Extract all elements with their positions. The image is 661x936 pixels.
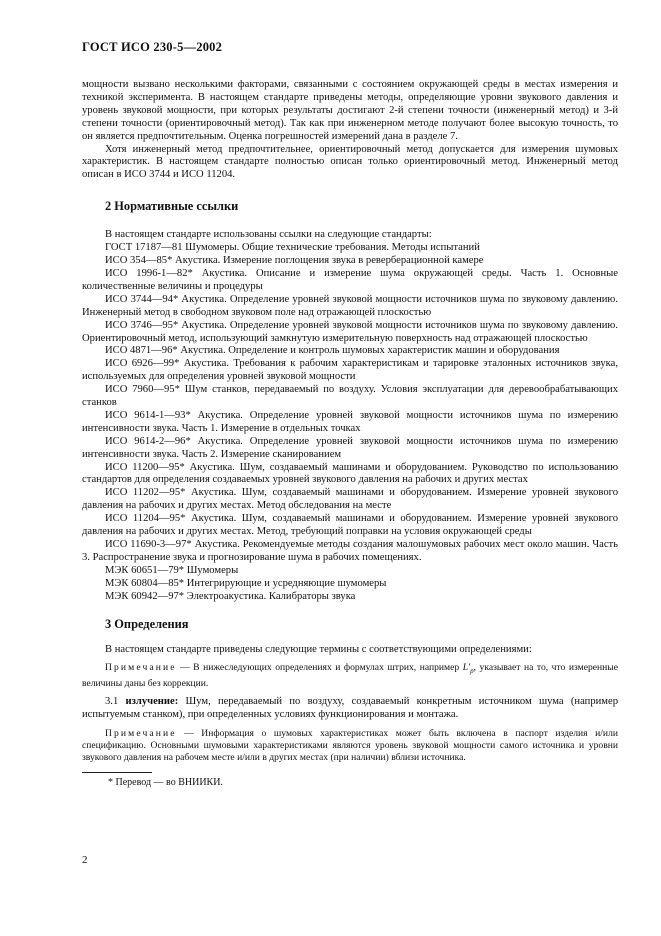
reference-item: ИСО 7960—95* Шум станков, передаваемый по воздуху. Условия эксплуатации для деревообрабатывающих станков [82,384,618,409]
reference-item: МЭК 60804—85* Интегрирующие и усредняющие шумомеры [105,577,387,589]
footnote: * Перевод — во ВНИИКИ. [108,777,223,789]
definition-text: Шум, передаваемый по воздуху, создаваемый конкретным источником шума (например испытуемым станком), при определенных условиях функционирования и монтажа. [82,695,618,720]
intro-paragraph-2: Хотя инженерный метод предпочтительнее, ориентировочный метод допускается для измерения шумовых характеристик. В настоящем стандарте полностью описан только ориентировочный метод. Инженерный метод описан в ИСО 3744 и ИСО 11204. [82,143,618,181]
definition-number: 3.1 [105,695,119,707]
reference-item: ИСО 11202—95* Акустика. Шум, создаваемый машинами и оборудованием. Измерение уровней звукового давления на рабочих и других местах. Метод обследования на месте [82,487,618,512]
document-page [82,40,618,789]
intro-paragraph-1: мощности вызвано несколькими факторами, связанными с состоянием окружающей среды в местах измерения и техникой эксперимента. В настоящем стандарте приведены методы, определяющие уровни звукового давления и уровень звуковой мощности, при которых результаты достигают 2-й степени точности (инженерный метод) и 3-й степени точности (ориентировочный метод). Так как при инженерном методе получают более высокую точность, то он является предпочтительным. Оценка погрешностей измерений дана в разделе 7. [82,79,618,142]
formula-symbol: L′ [462,662,471,674]
note-tail: , указывает на то, что измеренные величины даны без коррекции. [82,662,619,689]
footnote-rule [82,772,152,773]
definition-term: излучение: [125,695,179,707]
reference-item: ИСО 11690-3—97* Акустика. Рекомендуемые методы создания малошумовых рабочих мест около машин. Часть 3. Распространение звука и прогнозирование шума в рабочих помещениях. [82,539,618,563]
reference-item: ИСО 9614-2—96* Акустика. Определение уровней звуковой мощности источников шума по измерению интенсивности звука. Часть 2. Измерение сканированием [82,435,618,460]
note-text: — В нижеследующих определениях и формулах штрих, например [176,662,463,674]
reference-item: ИСО 3746—95* Акустика. Определение уровней звуковой мощности источников шума по звуковому давлению. Ориентировочный метод, использующий замкнутую измерительную поверхность над отражающей плоскостью [82,319,618,344]
reference-item: МЭК 60651—79* Шумомеры [105,564,239,576]
reference-item: ГОСТ 17187—81 Шумомеры. Общие технические требования. Методы испытаний [105,242,480,254]
definition-3-1 [82,696,618,722]
reference-item: ИСО 1996-1—82* Акустика. Описание и измерение шума окружающей среды. Часть 1. Основные количественные величины и процедуры [82,267,618,292]
reference-list [82,242,618,603]
page-header: ГОСТ ИСО 230-5—2002 [82,40,223,54]
reference-item: ИСО 11200—95* Акустика. Шум, создаваемый машинами и оборудованием. Руководство по использованию стандартов для определения создаваемых уровней звукового давления на рабочих и других местах [82,461,618,486]
reference-item: ИСО 354—85* Акустика. Измерение поглощения звука в реверберационной камере [105,255,484,267]
reference-item: ИСО 9614-1—93* Акустика. Определение уровней звуковой мощности источников шума по измерению интенсивности звука. Часть 1. Измерение в отдельных точках [82,409,618,434]
section-3-heading: 3 Определения [105,616,189,631]
reference-item: ИСО 3744—94* Акустика. Определение уровней звуковой мощности источников шума по звуковому давлению. Инженерный метод в свободном звуковом поле над отражающей плоскостью [82,293,618,318]
reference-item: МЭК 60942—97* Электроакустика. Калибраторы звука [105,590,356,602]
note-label: Примечание [105,662,177,674]
reference-item: ИСО 11204—95* Акустика. Шум, создаваемый машинами и оборудованием. Измерение уровней звукового давления на рабочих и других местах. Метод, требующий поправки на условия окружающей среды [82,513,618,538]
note-label: Примечание [105,727,177,739]
section-2-lead: В настоящем стандарте использованы ссылки на следующие стандарты: [105,229,432,241]
page-number: 2 [82,854,88,866]
reference-item: ИСО 4871—96* Акустика. Определение и контроль шумовых характеристик машин и оборудования [105,345,560,357]
note-text: — Информация о шумовых характеристиках может быть включена в паспорт изделия и/или спецификацию. Основными шумовыми характеристиками являются уровень звуковой мощности самого источника и уровни звукового давления на рабочем месте и/или в других местах (при наличии) вблизи источника. [82,727,618,763]
section-2-heading: 2 Нормативные ссылки [105,199,239,214]
formula-subscript: p [470,667,474,676]
note-1 [82,662,618,689]
section-3-lead: В настоящем стандарте приведены следующие термины с соответствующими определениями: [105,643,532,655]
reference-item: ИСО 6926—99* Акустика. Требования к рабочим характеристикам и тарировке эталонных источников звука, используемых для определения уровней звуковой мощности [82,358,618,383]
note-2 [82,728,618,765]
